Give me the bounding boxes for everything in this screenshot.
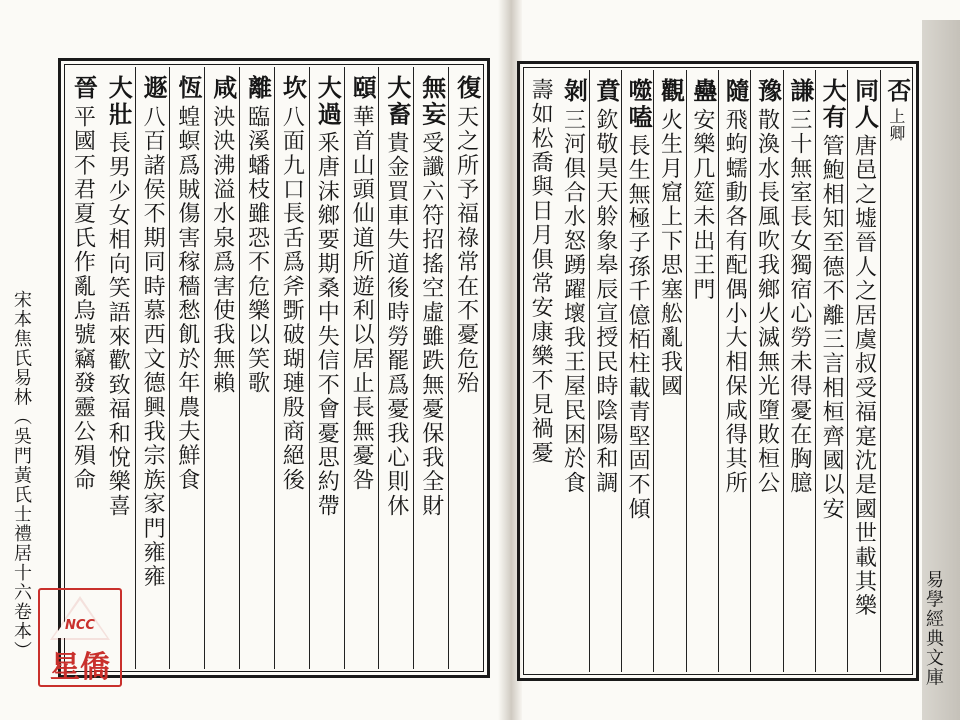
right-margin-title: 易學經典文庫 (923, 570, 944, 687)
right-page-verse-text: 火生月窟上下思塞舩亂我國 (657, 108, 683, 399)
right-page-column-rule (524, 70, 556, 672)
left-page-hexagram-name: 大壯 (104, 75, 134, 128)
left-text-frame (58, 58, 490, 678)
left-page-verse-text: 貴金買車失道後時勞罷爲憂我心則休 (383, 131, 409, 519)
right-page-hexagram-name: 蠱 (688, 78, 718, 105)
right-page-column-rule (783, 70, 816, 672)
right-page-hexagram-name: 同人 (850, 78, 880, 131)
left-page-column-rule (100, 67, 136, 669)
stamp-cjk-text: 星僑 (50, 650, 110, 685)
left-page-column-rule (309, 67, 345, 669)
left-page-column-rule (379, 67, 415, 669)
left-margin-title: 宋本焦氏易林（吳門黃氏士禮居十六卷本） (11, 290, 32, 661)
right-page-column-rule (847, 70, 880, 672)
right-page-verse-text: 三河俱合水怒踴躍壞我王屋民困於食 (560, 108, 586, 496)
left-page-verse-text: 長男少女相向笑語來歡致福和悅樂喜 (105, 131, 131, 519)
collector-stamp (38, 588, 122, 687)
right-page-column-rule (653, 70, 686, 672)
left-page-column-rule (413, 67, 449, 669)
left-page-verse-text: 蝗螟爲賊傷害稼穡愁飢於年農夫鮮食 (174, 105, 200, 493)
left-page-column-rule (204, 67, 240, 669)
left-page-column-rule (135, 67, 171, 669)
right-page-verse-text: 飛蚼蠕動各有配偶小大相保咸得其所 (722, 108, 748, 496)
left-page-column-rule (344, 67, 380, 669)
left-page-column-rule (274, 67, 310, 669)
right-page-column-rule (589, 70, 622, 672)
right-text-frame (517, 61, 919, 681)
right-page-verse-text: 唐邑之墟晉人之居虞叔受福寔沈是國世載其樂 (851, 134, 877, 618)
right-page-hexagram-name: 賁 (591, 78, 621, 105)
right-page-hexagram-name: 剝 (559, 78, 589, 105)
left-page-hexagram-name: 遯 (139, 75, 169, 102)
right-page-verse-text: 散渙水長風吹我鄉火滅無光墮敗桓公 (754, 108, 780, 496)
left-page-hexagram-name: 頤 (348, 75, 378, 102)
right-page-hexagram-name: 謙 (785, 78, 815, 105)
left-page-hexagram-name: 大過 (313, 75, 343, 128)
left-page-hexagram-name: 大畜 (382, 75, 412, 128)
right-page-hexagram-name: 觀 (656, 78, 686, 105)
left-page-hexagram-name: 無妄 (417, 75, 447, 128)
right-page-verse-text: 安樂几筵未出王門 (689, 108, 715, 302)
left-page-verse-text: 臨溪蟠枝雖恐不危樂以笑歌 (244, 105, 270, 396)
left-page-hexagram-name: 晉 (69, 75, 99, 102)
right-page-column-rule (556, 70, 589, 672)
right-page-hexagram-name: 噬嗑 (624, 78, 654, 131)
left-page-column-rule (448, 67, 484, 669)
right-page-column-rule (621, 70, 654, 672)
right-page-hexagram-name: 豫 (753, 78, 783, 105)
left-page-hexagram-name: 坎 (278, 75, 308, 102)
left-page-column-rule (239, 67, 275, 669)
right-page-verse-text: 壽如松喬與日月俱常安康樂不見禍憂 (528, 78, 554, 466)
right-page-verse-text: 三十無室長女獨宿心勞未得憂在胸臆 (786, 108, 812, 496)
right-page-column-rule (686, 70, 719, 672)
left-page-verse-text: 平國不君夏氏作亂烏號竊發靈公殞命 (70, 105, 96, 493)
left-page-hexagram-name: 恆 (173, 75, 203, 102)
left-page-verse-text: 泱泱沸溢水泉爲害使我無賴 (209, 105, 235, 396)
left-page-verse-text: 八百諸侯不期同時慕西文德興我宗族家門雍雍 (140, 105, 166, 589)
left-page-verse-text: 華首山頭仙道所遊利以居止長無憂咎 (349, 105, 375, 493)
left-page-verse-text: 釆唐沫鄉要期桑中失信不會憂思約帶 (314, 131, 340, 519)
right-page-verse-text: 長生無極子孫千億栢柱載青堅固不傾 (625, 134, 651, 522)
left-page-verse-text: 天之所予福祿常在不憂危殆 (453, 105, 479, 396)
right-page-column-rule (718, 70, 751, 672)
right-page-verse-text: 上卿 (886, 108, 906, 142)
left-page-verse-text: 受讖六符招搖空虛雖跌無憂保我全財 (418, 131, 444, 519)
right-page-column-rule (750, 70, 783, 672)
right-page-hexagram-name: 隨 (721, 78, 751, 105)
left-page-hexagram-name: 復 (452, 75, 482, 102)
right-page-hexagram-name: 否 (882, 78, 912, 105)
left-page-hexagram-name: 咸 (208, 75, 238, 102)
stamp-latin-text: NCC (65, 618, 95, 633)
right-page-verse-text: 欽敬昊天䠲象皋辰宣授民時陰陽和調 (592, 108, 618, 496)
right-page-column-rule (815, 70, 848, 672)
left-page-column-rule (65, 67, 100, 669)
right-page-column-rule (880, 70, 913, 672)
left-page-column-rule (170, 67, 206, 669)
right-page-verse-text: 管鮑相知至德不離三言相桓齊國以安 (819, 134, 845, 522)
left-page-verse-text: 八面九口長舌爲斧斲破瑚璉殷商絕後 (279, 105, 305, 493)
left-page-hexagram-name: 離 (243, 75, 273, 102)
right-page-hexagram-name: 大有 (818, 78, 848, 131)
